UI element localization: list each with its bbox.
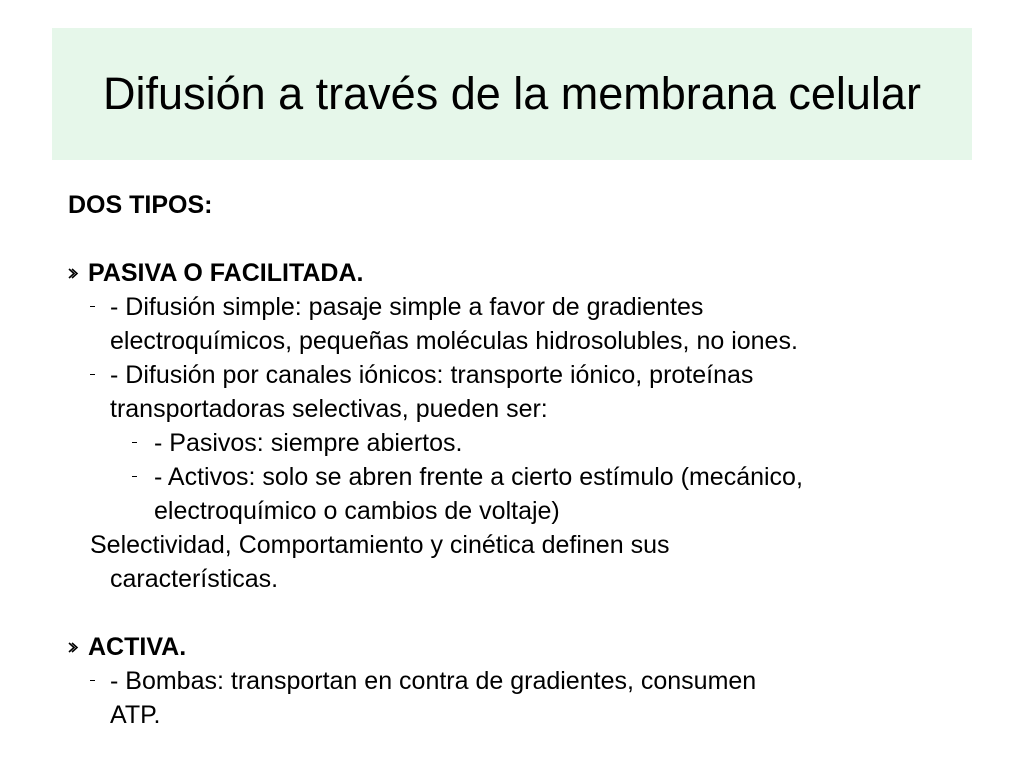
title-panel	[52, 28, 972, 160]
arrow-bullet-icon	[68, 642, 79, 653]
section-heading: DOS TIPOS:	[68, 191, 213, 219]
dash-bullet-icon	[90, 374, 95, 375]
slide-body	[68, 188, 978, 732]
dash-bullet-icon	[132, 442, 137, 443]
sub-list-item: - Pasivos: siempre abiertos.	[68, 426, 978, 460]
section-pasiva	[68, 256, 978, 290]
sub-list-item: - Activos: solo se abren frente a cierto estímulo (mecánico, electroquímico o cambios de voltaje)	[68, 460, 978, 528]
dash-bullet-icon	[90, 680, 95, 681]
arrow-bullet-icon	[68, 268, 79, 279]
list-item: - Difusión por canales iónicos: transporte iónico, proteínas transportadoras selectivas, pueden ser:	[68, 358, 978, 426]
dash-bullet-icon	[90, 306, 95, 307]
dash-bullet-icon	[132, 476, 137, 477]
list-item: - Bombas: transportan en contra de gradientes, consumen ATP.	[68, 664, 978, 732]
slide-title: Difusión a través de la membrana celular	[103, 68, 921, 119]
section-note: Selectividad, Comportamiento y cinética definen sus características.	[90, 531, 670, 593]
section-label: ACTIVA.	[88, 633, 187, 661]
list-item: - Difusión simple: pasaje simple a favor de gradientes electroquímicos, pequeñas moléculas hidrosolubles, no iones.	[68, 290, 978, 358]
section-label: PASIVA O FACILITADA.	[88, 259, 364, 287]
section-activa	[68, 630, 978, 664]
